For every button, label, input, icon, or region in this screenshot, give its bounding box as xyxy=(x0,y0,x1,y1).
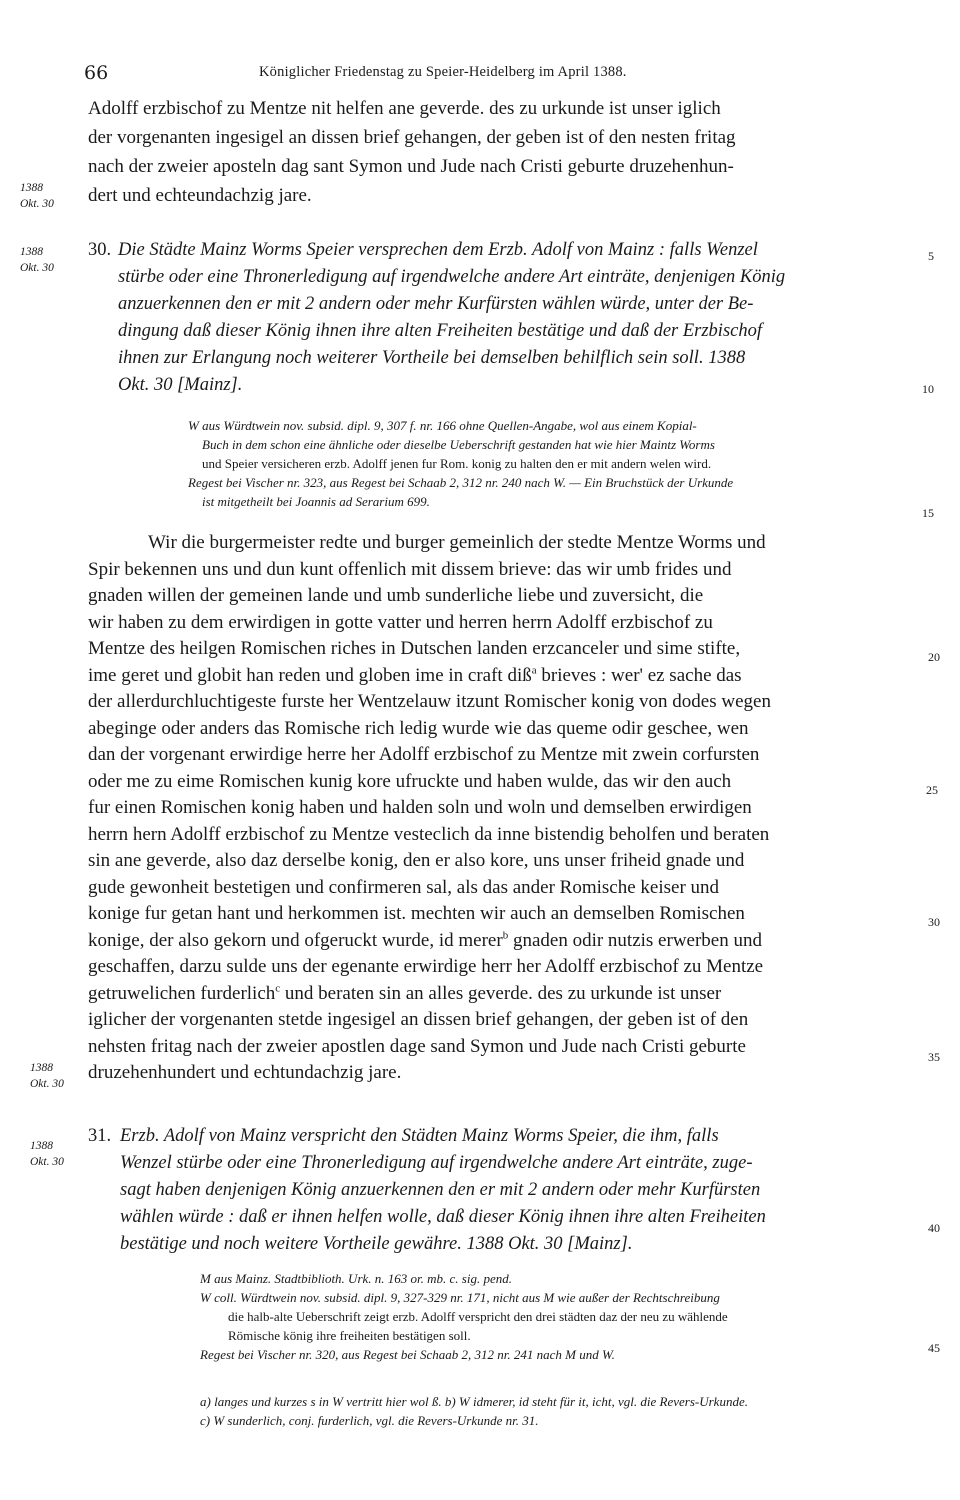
text-line: getruwelichen furderlich$^c$ und beraten sin an alles geverde. des zu urkunde ist unser xyxy=(88,982,722,1004)
text-line: gude gewonheit bestetigen und confirmeren sal, als das ander Romische keiser und xyxy=(88,876,720,898)
text-line: herrn hern Adolff erzbischof zu Mentze vesteclich da inne bistendig beholfen und beraten xyxy=(88,823,770,845)
line-number: 5 xyxy=(928,249,934,263)
text-line: iglicher der vorgenanten stetde ingesigel an dissen brief gehangen, der geben ist of den xyxy=(88,1009,749,1030)
text-line: druzehenhundert und echtundachzig jare. xyxy=(88,1062,402,1083)
text-line: Mentze des heilgen Romischen riches in Dutschen landen erzcanceler und sime stifte, xyxy=(88,638,741,659)
abstract-line: Erzb. Adolf von Mainz verspricht den Städten Mainz Worms Speier, die ihm, falls xyxy=(120,1126,719,1146)
text-line: nach der zweier aposteln dag sant Symon und Jude nach Cristi geburte druzehenhun- xyxy=(88,156,734,177)
footnote: c) W sunderlich, conj. furderlich, vgl. die Revers-Urkunde nr. 31. xyxy=(200,1413,539,1428)
margin-date: 1388 Okt. 30 xyxy=(30,1140,64,1168)
text-line: der vorgenanten ingesigel an dissen brief gehangen, der geben ist of den nesten fritag xyxy=(88,127,736,148)
margin-date: 1388 Okt. 30 xyxy=(30,1062,64,1090)
note-line: ist mitgetheilt bei Joannis ad Serarium 699. xyxy=(202,494,430,509)
abstract-line: Wenzel stürbe oder eine Thronerledigung auf irgendwelche andere Art einträte, zuge- xyxy=(120,1153,753,1173)
line-number: 25 xyxy=(926,783,938,797)
running-title: Königlicher Friedenstag zu Speier-Heidelberg im April 1388. xyxy=(259,64,627,80)
source-notes xyxy=(200,1271,928,1371)
abstract-line: Die Städte Mainz Worms Speier versprechen dem Erzb. Adolf von Mainz : falls Wenzel xyxy=(118,240,758,260)
line-number: 40 xyxy=(928,1221,940,1235)
document-abstract xyxy=(120,1126,928,1266)
document-abstract xyxy=(118,240,928,400)
footnote-marker: b xyxy=(502,929,509,942)
text-line: Adolff erzbischof zu Mentze nit helfen ane geverde. des zu urkunde ist unser iglich xyxy=(88,98,721,119)
footnote-marker: a xyxy=(531,664,537,677)
note-line: W aus Würdtwein nov. subsid. dipl. 9, 307 f. nr. 166 ohne Quellen-Angabe, wol aus einem Kopial- xyxy=(188,418,697,433)
running-head xyxy=(84,60,924,86)
text-line: dan der vorgenant erwirdige herre her Adolff erzbischof zu Mentze mit zwein corfursten xyxy=(88,744,760,765)
margin-date: 1388 Okt. 30 xyxy=(20,182,54,210)
note-line: M aus Mainz. Stadtbiblioth. Urk. n. 163 or. mb. c. sig. pend. xyxy=(200,1271,512,1286)
margin-date: 1388 Okt. 30 xyxy=(20,246,54,274)
abstract-line: anzuerkennen den er mit 2 andern oder mehr Kurfürsten wählen würde, unter der Be- xyxy=(118,294,754,314)
footnote-marker: c xyxy=(275,982,281,995)
document-number: 30. xyxy=(88,240,112,260)
text-line: wir haben zu dem erwirdigen in gotte vatter und herren herrn Adolff erzbischof zu xyxy=(88,611,713,633)
note-line: Regest bei Vischer nr. 323, aus Regest bei Schaab 2, 312 nr. 240 nach W. — Ein Bruchstück der Urkunde xyxy=(188,475,734,490)
footnotes xyxy=(200,1394,928,1438)
line-number: 45 xyxy=(928,1341,940,1355)
abstract-line: dingung daß dieser König ihnen ihre alten Freiheiten bestätige und daß der Erzbischof xyxy=(118,321,762,341)
source-notes xyxy=(188,418,928,518)
text-line: Wir die burgermeister redte und burger gemeinlich der stedte Mentze Worms und xyxy=(148,532,766,553)
line-number: 10 xyxy=(922,382,934,396)
note-line: W coll. Würdtwein nov. subsid. dipl. 9, 327-329 nr. 171, nicht aus M wie außer der Rechtschreibung xyxy=(200,1290,720,1305)
text-line: gnaden willen der gemeinen lande und umb sunderliche liebe und zuversicht, die xyxy=(88,585,704,606)
text-line: Spir bekennen uns und dun kunt offenlich mit dissem brieve: das wir umb frides und xyxy=(88,558,732,580)
text-line: dert und echteundachzig jare. xyxy=(88,185,312,206)
note-line: und Speier versicheren erzb. Adolff jenen fur Rom. konig zu halten den er mit andern welen wird. xyxy=(202,456,712,471)
text-line: geschaffen, darzu sulde uns der egenante erwirdige herr her Adolff erzbischof zu Mentze xyxy=(88,956,764,977)
text-line: ime geret und globit han reden und globen ime in craft diß$^a$ brieves : wer' ez sache das xyxy=(88,664,742,686)
note-line: Regest bei Vischer nr. 320, aus Regest bei Schaab 2, 312 nr. 241 nach M und W. xyxy=(200,1347,615,1362)
note-line: die halb-alte Ueberschrift zeigt erzb. Adolff verspricht den drei städten daz der neu zu wählende xyxy=(228,1309,728,1324)
abstract-line: wählen würde : daß er ihnen helfen wolle, daß dieser König ihnen ihre alten Freiheiten xyxy=(120,1207,766,1227)
text-line: fur einen Romischen konig haben und halden soln und woln und demselben erwirdigen xyxy=(88,797,752,818)
document-number: 31. xyxy=(88,1126,112,1146)
line-number: 20 xyxy=(928,650,940,664)
abstract-line: bestätige und noch weitere Vortheile gewähre. 1388 Okt. 30 [Mainz]. xyxy=(120,1234,633,1254)
abstract-line: stürbe oder eine Thronerledigung auf irgendwelche andere Art einträte, denjenigen König xyxy=(118,267,786,287)
abstract-line: Okt. 30 [Mainz]. xyxy=(118,375,243,395)
text-line: abeginge oder anders das Romische rich ledig wurde wie das queme odir geschee, wen xyxy=(88,717,749,739)
text-line: nehsten fritag nach der zweier apostlen dage sand Symon und Jude nach Cristi geburte xyxy=(88,1035,746,1057)
abstract-line: ihnen zur Erlangung noch weiterer Vortheile bei demselben behilflich sein soll. 1388 xyxy=(118,348,746,368)
line-number: 30 xyxy=(928,915,940,929)
page-number: 66 xyxy=(84,62,109,84)
note-line: Römische könig ihre freiheiten bestätigen soll. xyxy=(228,1328,471,1343)
footnote: a) langes und kurzes s in W vertritt hier wol ß. b) W idmerer, id steht für it, icht, vgl. die Revers-Urkunde. xyxy=(200,1394,748,1409)
text-line: oder me zu eime Romischen kunig kore ufruckte und haben wulde, das wir den auch xyxy=(88,770,732,792)
document-text xyxy=(88,532,928,1092)
text-line: konige, der also gekorn und ofgeruckt wurde, id merer$^b$ gnaden odir nutzis erwerben und xyxy=(88,929,762,951)
line-number: 15 xyxy=(922,506,934,520)
continuation-text xyxy=(88,98,928,218)
line-number: 35 xyxy=(928,1050,940,1064)
text-line: der allerdurchluchtigeste furste her Wentzelauw itzunt Romischer konig von dodes wegen xyxy=(88,691,771,712)
text-line: sin ane geverde, also daz derselbe konig, den er also kore, uns unser friheid gnade und xyxy=(88,850,745,871)
text-line: konige fur getan hant und herkommen ist. mechten wir auch an demselben Romischen xyxy=(88,903,745,924)
abstract-line: sagt haben denjenigen König anzuerkennen den er mit 2 andern oder mehr Kurfürsten xyxy=(120,1180,761,1200)
note-line: Buch in dem schon eine ähnliche oder dieselbe Ueberschrift gestanden hat wie hier Maintz Worms xyxy=(202,437,715,452)
